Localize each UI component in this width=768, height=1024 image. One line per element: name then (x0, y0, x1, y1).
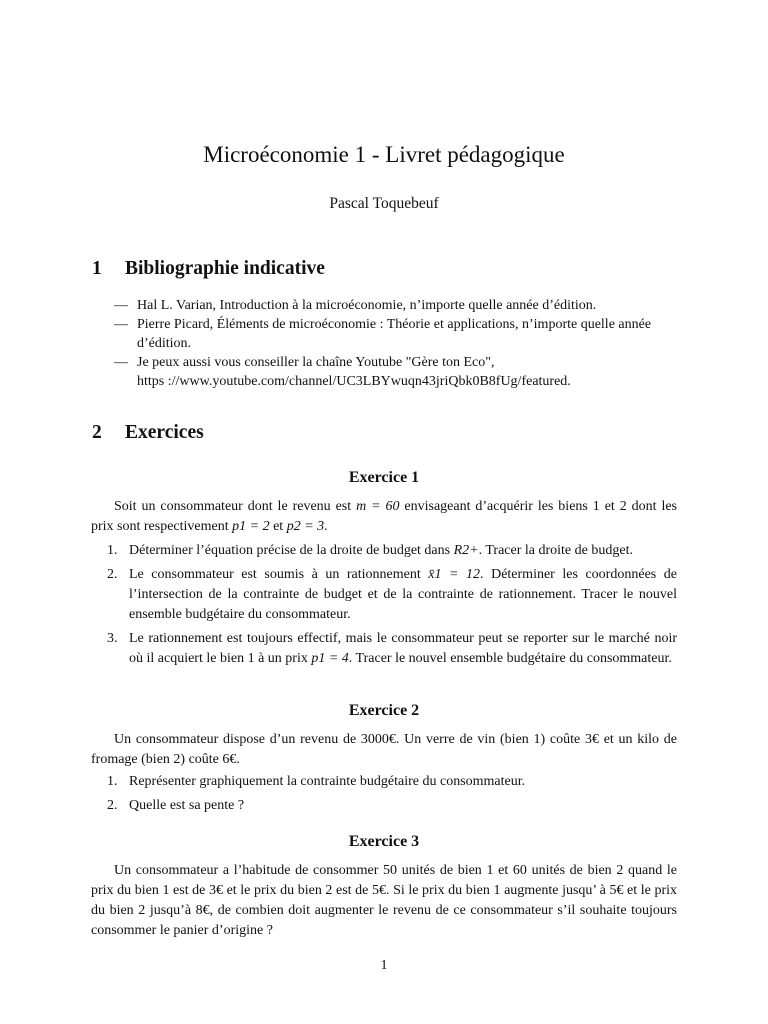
list-dash: — (114, 317, 128, 332)
list-dash: — (114, 298, 128, 313)
item-number: 2. (107, 798, 118, 813)
item-number: 1. (107, 774, 118, 789)
bibliography-item (114, 296, 677, 315)
exercise-intro: Un consommateur dispose d’un revenu de 3000€. Un verre de vin (bien 1) coûte 3€ et un kilo de fromage (bien 2) coûte 6€. (91, 732, 677, 767)
bibliography-list (114, 296, 677, 391)
exercise-heading: Exercice 3 (348, 833, 420, 850)
math-expression: p2 = 3 (286, 519, 325, 534)
list-dash: — (114, 355, 128, 370)
section-title: Exercices (125, 422, 204, 443)
section-heading-exercises (92, 422, 204, 444)
item-number: 2. (107, 567, 118, 582)
youtube-link[interactable]: https ://www.youtube.com/channel/UC3LBYwuqn43jriQbk0B8fUg/featured. (137, 374, 571, 389)
list-item: 1. Déterminer l’équation précise de la droite de budget dans R2+. Tracer la droite de budget. (91, 541, 677, 561)
exercise-text: Un consommateur a l’habitude de consommer 50 unités de bien 1 et 60 unités de bien 2 quand le prix du bien 1 est de 3€ et le prix du bien 2 est de 5€. Si le prix du bien 1 augmente jusqu’ à 5€ et le prix du bien 2 jusqu’à 8€, de combien doit augmenter le revenu de ce consommateur s’il souhaite toujours consommer le panier d’origine ? (91, 863, 677, 938)
author-name: Pascal Toquebeuf (329, 195, 439, 212)
exercise-question-list (91, 772, 677, 816)
list-item: 2. Quelle est sa pente ? (91, 796, 677, 816)
exercise-heading: Exercice 1 (348, 469, 420, 486)
exercise-question-list (91, 541, 677, 669)
item-number: 3. (107, 631, 118, 646)
math-expression: m = 60 (356, 499, 400, 514)
list-item: 2. Le consommateur est soumis à un rationnement x̄1 = 12. Déterminer les coordonnées de l’intersection de la contrainte de budget et de la contrainte de rationnement. Tracer le nouvel ensemble budgétaire du consommateur. (107, 567, 677, 622)
page-title: Microéconomie 1 - Livret pédagogique (203, 142, 565, 167)
bibliography-text: Hal L. Varian, Introduction à la microéconomie, n’importe quelle année d’édition. (137, 298, 597, 313)
math-expression: p1 = 2 (232, 519, 270, 534)
math-expression: R2+ (453, 543, 479, 558)
bibliography-item (114, 315, 677, 353)
section-title: Bibliographie indicative (125, 258, 325, 279)
list-item: 1. Représenter graphiquement la contrainte budgétaire du consommateur. (91, 772, 677, 792)
page-number: 1 (380, 958, 388, 973)
math-expression: p1 = 4 (311, 651, 349, 666)
section-number: 2 (92, 422, 102, 443)
exercise-intro: Soit un consommateur dont le revenu est m = 60 envisageant d’acquérir les biens 1 et 2 dont les prix sont respectivement p1 = 2 et p2 = 3. (91, 499, 677, 534)
math-expression: x̄1 = 12 (428, 567, 481, 582)
item-number: 1. (107, 543, 118, 558)
bibliography-text: Pierre Picard, Éléments de microéconomie : Théorie et applications, n’importe quelle année d’édition. (137, 317, 652, 351)
section-number: 1 (92, 258, 102, 279)
bibliography-item (114, 353, 677, 391)
section-heading-bibliography (92, 258, 325, 280)
bibliography-text: Je peux aussi vous conseiller la chaîne Youtube "Gère ton Eco", (137, 355, 495, 370)
list-item: 3. Le rationnement est toujours effectif, mais le consommateur peut se reporter sur le marché noir où il acquiert le bien 1 à un prix p1 = 4. Tracer le nouvel ensemble budgétaire du consommateur. (107, 631, 677, 666)
exercise-heading: Exercice 2 (348, 702, 420, 719)
